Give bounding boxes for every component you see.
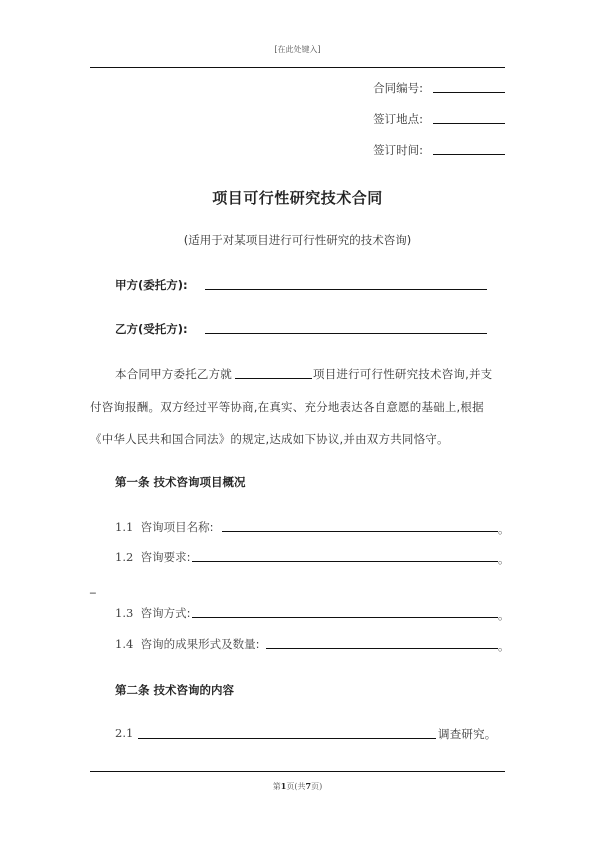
page-current: 1 — [280, 781, 287, 791]
item-2-1-suffix: 调查研究。 — [438, 727, 497, 741]
project-title-field[interactable] — [222, 531, 498, 532]
item-label: 咨询方式: — [140, 606, 191, 620]
item-number: 2.1 — [115, 726, 134, 740]
item-number: 1.3 — [115, 606, 134, 620]
party-b-field[interactable] — [205, 333, 487, 334]
intro-line1-end: 项目进行可行性研究技术咨询,并支 — [313, 367, 493, 381]
item-label: 咨询项目名称: — [140, 520, 214, 534]
header-rule — [90, 67, 505, 68]
item-label: 咨询要求: — [140, 550, 191, 564]
page-total: 7 — [305, 781, 312, 791]
contract-number-label: 合同编号: — [373, 81, 423, 95]
page-footer — [0, 781, 595, 792]
item-number: 1.1 — [115, 520, 134, 534]
period-mark: 。 — [498, 639, 510, 653]
period-mark: 。 — [498, 522, 510, 536]
page-prefix: 第 — [272, 782, 281, 791]
item-1-4 — [115, 636, 259, 652]
intro-line1-start: 本合同甲方委托乙方就 — [115, 367, 232, 381]
document-subtitle: (适用于对某项目进行可行性研究的技术咨询) — [183, 233, 412, 247]
document-title: 项目可行性研究技术合同 — [212, 189, 383, 207]
sign-time-field[interactable] — [433, 154, 505, 155]
deliverables-field[interactable] — [266, 648, 498, 649]
method-field[interactable] — [192, 617, 498, 618]
item-number: 1.4 — [115, 637, 134, 651]
sign-place-label: 签订地点: — [373, 112, 423, 126]
page-header: [在此处键入] — [274, 45, 321, 54]
research-content-field[interactable] — [138, 738, 436, 739]
item-1-1 — [115, 519, 213, 535]
sign-time-label: 签订时间: — [373, 143, 423, 157]
intro-line3: 《中华人民共和国合同法》的规定,达成如下协议,并由双方共同恪守。 — [90, 432, 449, 446]
item-2-1 — [115, 726, 133, 740]
item-label: 咨询的成果形式及数量: — [140, 637, 260, 651]
contract-number-field[interactable] — [433, 92, 505, 93]
article-2-title: 第二条 技术咨询的内容 — [115, 683, 235, 697]
article-1-title: 第一条 技术咨询项目概况 — [115, 475, 246, 489]
intro-line2: 付咨询报酬。双方经过平等协商,在真实、充分地表达各自意愿的基础上,根据 — [90, 400, 484, 414]
footer-rule — [90, 771, 505, 772]
party-b-label: 乙方(受托方): — [115, 322, 188, 336]
period-mark: 。 — [498, 552, 510, 566]
page-suffix: 页) — [311, 782, 323, 791]
period-mark: 。 — [498, 608, 510, 622]
item-number: 1.2 — [115, 550, 134, 564]
party-a-label: 甲方(委托方): — [115, 278, 188, 292]
party-a-field[interactable] — [205, 289, 487, 290]
item-1-3 — [115, 605, 190, 621]
page-mid: 页(共 — [286, 782, 306, 791]
item-1-2 — [115, 549, 190, 565]
stray-underscore: _ — [90, 580, 96, 594]
requirements-field[interactable] — [192, 561, 498, 562]
project-name-field[interactable] — [235, 378, 312, 379]
sign-place-field[interactable] — [433, 123, 505, 124]
